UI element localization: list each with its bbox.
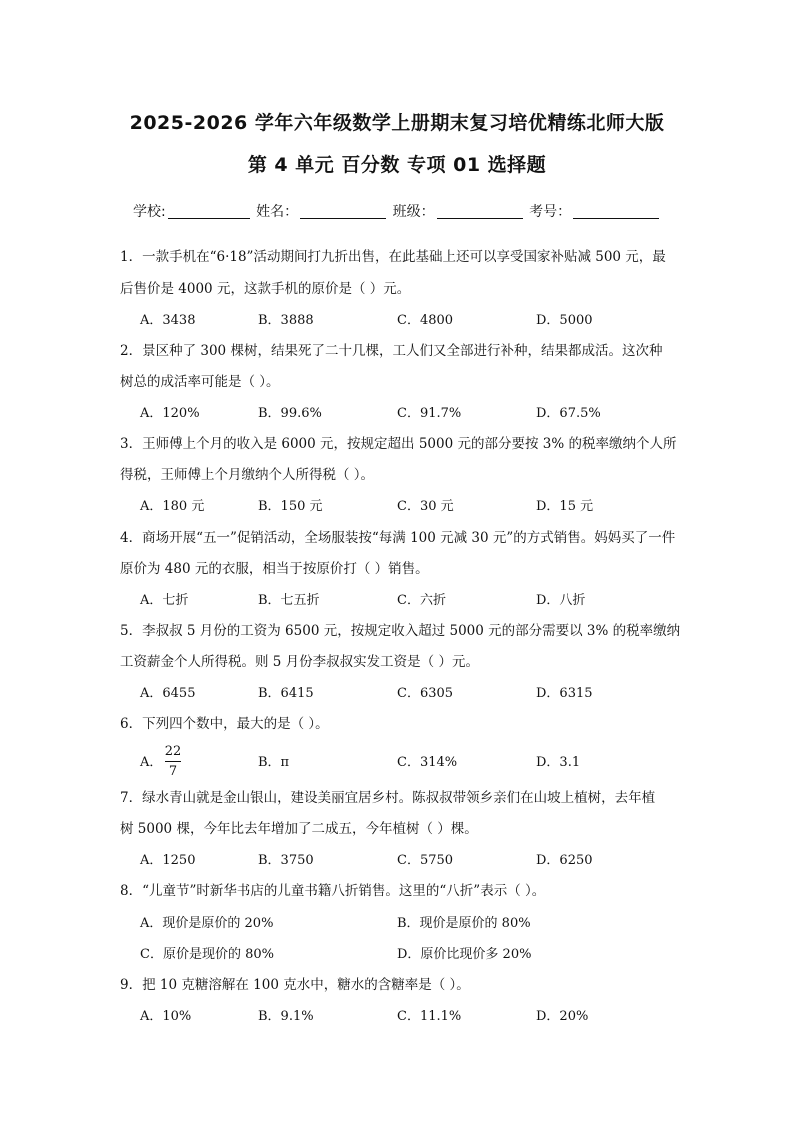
question-1-option-b[interactable]: B．3888	[258, 313, 314, 328]
question-2-option-a[interactable]: A．120%	[140, 406, 200, 421]
question-1-option-a[interactable]: A．3438	[140, 313, 196, 328]
question-9-option-c[interactable]: C．11.1%	[397, 1009, 462, 1024]
fraction-denominator: 7	[168, 764, 178, 779]
question-4-option-a[interactable]: A．七折	[140, 593, 189, 608]
question-7-option-a[interactable]: A．1250	[140, 853, 196, 868]
question-1-line-2: 后售价是 4000 元，这款手机的原价是（ ）元。	[120, 281, 411, 297]
question-3-option-b[interactable]: B．150 元	[258, 499, 323, 514]
question-3-line-2: 得税，王师傅上个月缴纳个人所得税（ ）。	[120, 467, 375, 483]
question-8-option-d[interactable]: D．原价比现价多 20%	[397, 947, 532, 962]
name-label: 姓名：	[256, 204, 299, 220]
school-blank[interactable]	[168, 204, 250, 219]
question-7-option-b[interactable]: B．3750	[258, 853, 314, 868]
question-8-option-b[interactable]: B．现价是原价的 80%	[397, 916, 531, 931]
question-2-line-2: 树总的成活率可能是（ ）。	[120, 374, 280, 390]
question-3-line-1: 3．王师傅上个月的收入是 6000 元，按规定超出 5000 元的部分要按 3% 的税率缴纳个人所	[120, 436, 677, 452]
question-7-line-2: 树 5000 棵，今年比去年增加了二成五，今年植树（ ）棵。	[120, 821, 478, 837]
question-2-option-d[interactable]: D．67.5%	[536, 406, 601, 421]
question-9-option-b[interactable]: B．9.1%	[258, 1009, 314, 1024]
question-1-line-1: 1．一款手机在“6·18”活动期间打九折出售，在此基础上还可以享受国家补贴减 500 元，最	[120, 249, 666, 265]
number-blank[interactable]	[573, 204, 659, 219]
class-blank[interactable]	[437, 204, 523, 219]
question-2-line-1: 2．景区种了 300 棵树，结果死了二十几棵，工人们又全部进行补种，结果都成活。这次种	[120, 343, 663, 359]
fraction-numerator: 22	[164, 744, 182, 759]
fraction-bar	[165, 761, 181, 762]
question-2-option-b[interactable]: B．99.6%	[258, 406, 322, 421]
question-9-option-a[interactable]: A．10%	[140, 1009, 192, 1024]
question-3-option-d[interactable]: D．15 元	[536, 499, 594, 514]
question-7-line-1: 7．绿水青山就是金山银山，建设美丽宜居乡村。陈叔叔带领乡亲们在山坡上植树，去年植	[120, 790, 656, 806]
question-9-line-1: 9．把 10 克糖溶解在 100 克水中，糖水的含糖率是（ ）。	[120, 977, 470, 993]
number-label: 考号：	[529, 204, 572, 220]
question-4-option-c[interactable]: C．六折	[397, 593, 446, 608]
class-label: 班级：	[392, 204, 435, 220]
student-info-row	[133, 201, 661, 221]
question-4-option-b[interactable]: B．七五折	[258, 593, 320, 608]
question-5-line-1: 5．李叔叔 5 月份的工资为 6500 元，按规定收入超过 5000 元的部分需要以 3% 的税率缴纳	[120, 623, 681, 639]
document-title: 2025-2026 学年六年级数学上册期末复习培优精练北师大版	[129, 112, 665, 134]
question-5-line-2: 工资薪金个人所得税。则 5 月份李叔叔实发工资是（ ）元。	[120, 654, 479, 670]
question-5-option-b[interactable]: B．6415	[258, 686, 314, 701]
question-7-option-d[interactable]: D．6250	[536, 853, 593, 868]
question-6-option-a[interactable]: A．	[140, 755, 163, 770]
question-4-line-2: 原价为 480 元的衣服，相当于按原价打（ ）销售。	[120, 561, 429, 577]
question-7-option-c[interactable]: C．5750	[397, 853, 454, 868]
question-6-option-b[interactable]: B．π	[258, 755, 290, 770]
question-8-option-a[interactable]: A．现价是原价的 20%	[140, 916, 274, 931]
question-2-option-c[interactable]: C．91.7%	[397, 406, 462, 421]
question-5-option-d[interactable]: D．6315	[536, 686, 593, 701]
question-6-line-1: 6．下列四个数中，最大的是（ ）。	[120, 716, 329, 732]
question-1-option-c[interactable]: C．4800	[397, 313, 454, 328]
question-6-option-d[interactable]: D．3.1	[536, 755, 581, 770]
question-8-line-1: 8．“儿童节”时新华书店的儿童书籍八折销售。这里的“八折”表示（ ）。	[120, 883, 546, 899]
question-4-option-d[interactable]: D．八折	[536, 593, 586, 608]
school-label: 学校:	[133, 204, 166, 220]
question-3-option-a[interactable]: A．180 元	[140, 499, 205, 514]
question-8-option-c[interactable]: C．原价是现价的 80%	[140, 947, 274, 962]
question-5-option-c[interactable]: C．6305	[397, 686, 454, 701]
question-5-option-a[interactable]: A．6455	[140, 686, 196, 701]
question-1-option-d[interactable]: D．5000	[536, 313, 593, 328]
question-3-option-c[interactable]: C．30 元	[397, 499, 454, 514]
question-6-option-c[interactable]: C．314%	[397, 755, 458, 770]
question-9-option-d[interactable]: D．20%	[536, 1009, 589, 1024]
document-subtitle: 第 4 单元 百分数 专项 01 选择题	[247, 154, 547, 176]
name-blank[interactable]	[300, 204, 386, 219]
question-4-line-1: 4．商场开展“五一”促销活动，全场服装按“每满 100 元减 30 元”的方式销售。妈妈买了一件	[120, 530, 676, 546]
